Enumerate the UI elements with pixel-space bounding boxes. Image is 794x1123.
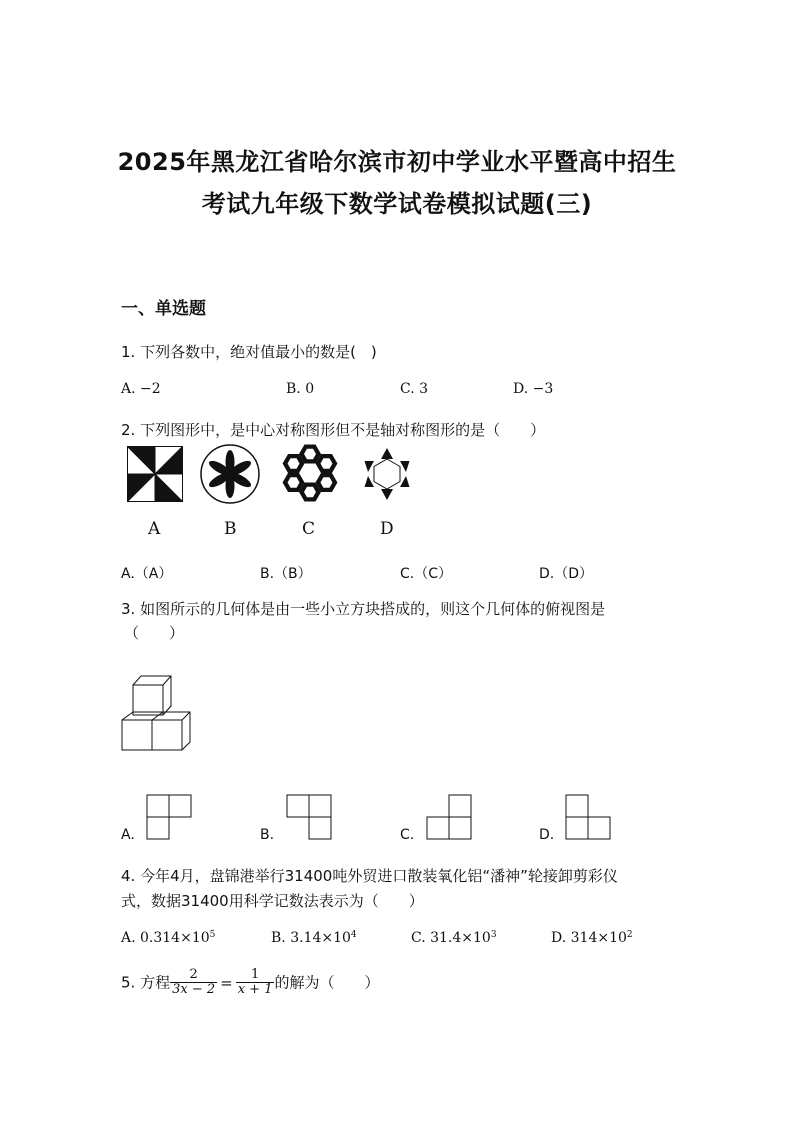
q3-option-d-view xyxy=(565,794,611,840)
q2-option-b: B.（B） xyxy=(260,566,312,582)
q2-option-d: D.（D） xyxy=(539,566,594,582)
q5-prefix: 5. 方程 xyxy=(121,973,171,992)
title-line-2: 考试九年级下数学试卷模拟试题(三) xyxy=(201,190,593,218)
q3-option-a-view xyxy=(146,794,192,840)
fraction-1: $\frac{2}{3x - 2}$ xyxy=(172,967,216,997)
q4-option-d: D. $314\times 10^2$ xyxy=(551,930,633,946)
hexagon-ring-figure xyxy=(276,442,344,504)
q4-option-c: C. $31.4\times 10^3$ xyxy=(411,930,497,946)
q1-option-a: A. −2 xyxy=(121,381,161,397)
q2-option-a: A.（A） xyxy=(121,566,173,582)
q4-option-a: A. $0.314\times 10^5$ xyxy=(121,930,216,946)
section-heading: 一、单选题 xyxy=(121,299,206,319)
question-3-text: 3. 如图所示的几何体是由一些小立方块搭成的，则这个几何体的俯视图是 xyxy=(121,600,606,618)
figure-label-b: B xyxy=(224,519,237,539)
pinwheel-figure xyxy=(127,446,183,502)
q3-option-a-label: A. xyxy=(121,827,135,843)
question-4-text-cont: 式，数据31400用科学记数法表示为（ ） xyxy=(121,892,424,910)
q4-option-b: B. $3.14\times 10^4$ xyxy=(271,930,357,946)
question-5-text xyxy=(121,968,379,997)
question-4-text: 4. 今年4月，盘锦港举行31400吨外贸进口散装氧化铝“潘神”轮接卸剪彩仪 xyxy=(121,867,618,885)
star-figure xyxy=(360,446,414,502)
q5-suffix: 的解为（ ） xyxy=(274,973,380,992)
fraction-2: $\frac{1}{x + 1}$ xyxy=(237,967,273,997)
q2-option-c: C.（C） xyxy=(400,566,453,582)
equals-sign: = xyxy=(220,973,233,992)
figure-label-c: C xyxy=(302,519,316,539)
q3-option-b-label: B. xyxy=(260,827,275,843)
q1-option-c: C. 3 xyxy=(400,381,429,397)
q3-option-c-label: C. xyxy=(400,827,415,843)
q1-option-b: B. 0 xyxy=(286,381,315,397)
title-line-1: 2025年黑龙江省哈尔滨市初中学业水平暨高中招生 xyxy=(117,148,677,176)
q3-option-d-label: D. xyxy=(539,827,555,843)
flower-figure xyxy=(199,443,261,505)
q1-option-d: D. −3 xyxy=(513,381,554,397)
cube-stack-figure xyxy=(118,672,194,754)
q3-option-b-view xyxy=(286,794,332,840)
question-3-text-cont: （ ） xyxy=(124,624,185,642)
q3-option-c-view xyxy=(426,794,472,840)
question-2-text: 2. 下列图形中，是中心对称图形但不是轴对称图形的是（ ） xyxy=(121,421,546,439)
figure-label-a: A xyxy=(148,519,161,539)
figure-label-d: D xyxy=(380,519,394,539)
question-1-text: 1. 下列各数中，绝对值最小的数是( ) xyxy=(121,343,377,361)
